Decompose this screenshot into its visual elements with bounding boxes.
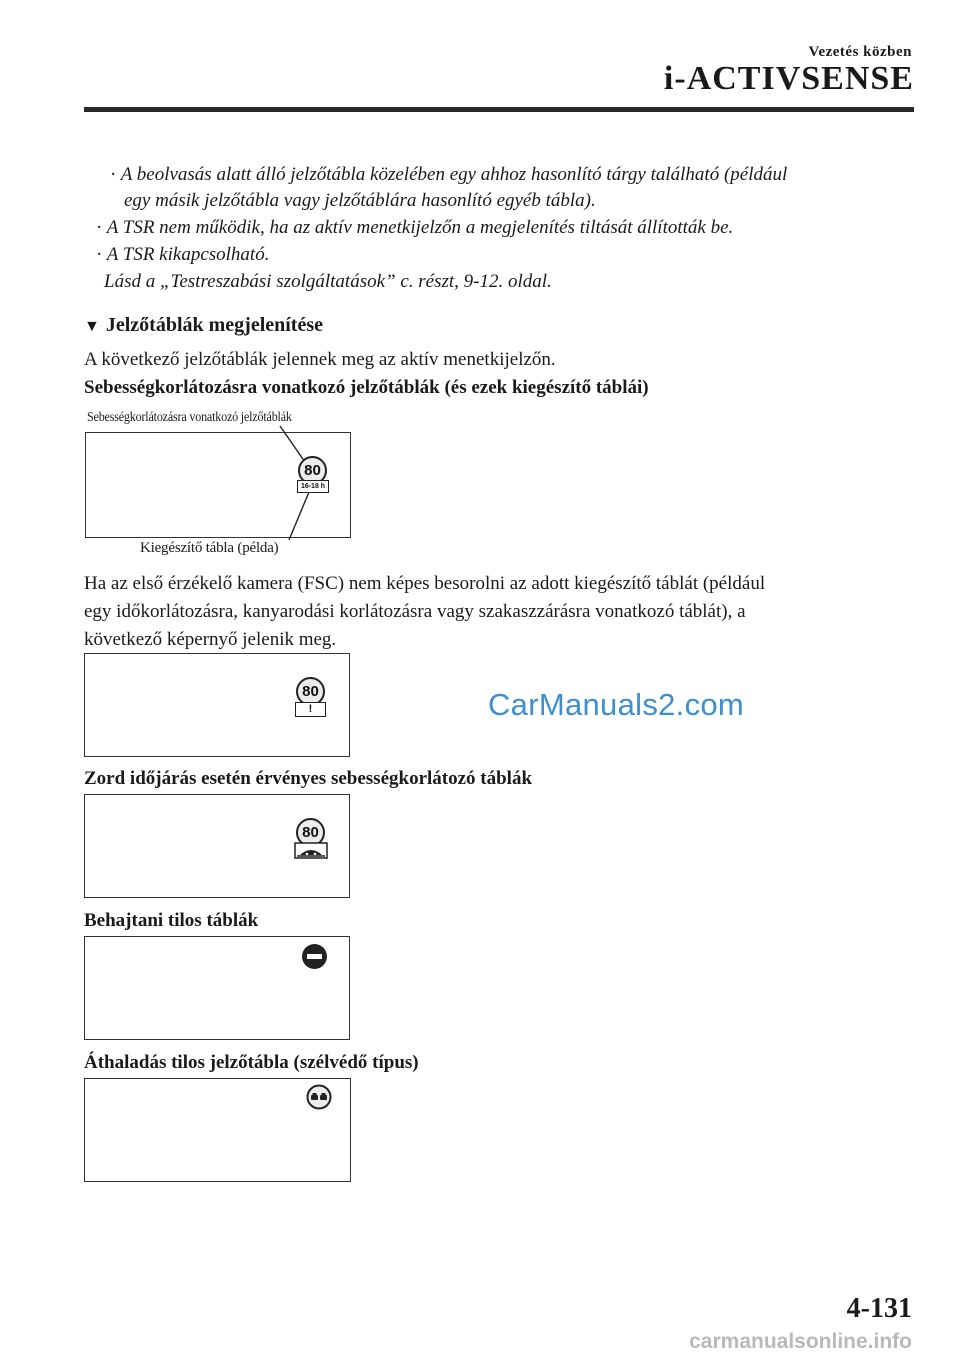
bullet-1-continuation: egy másik jelzőtábla vagy jelzőtáblára hasonlító egyéb tábla).	[124, 190, 596, 211]
supplementary-plate-time-icon: 16-18 h	[297, 480, 329, 493]
triangle-marker-icon: ▼	[84, 318, 100, 335]
bullet-dot: ·	[110, 164, 117, 185]
fsc-paragraph-line-3: következő képernyő jelenik meg.	[84, 629, 337, 650]
no-overtaking-sign-icon	[306, 1084, 332, 1110]
weather-plate-icon	[294, 842, 328, 859]
chapter-title: i-ACTIVSENSE	[663, 60, 914, 97]
subheading-speed-limit: Sebességkorlátozásra vonatkozó jelzőtáblák (és ezek kiegészítő táblái)	[84, 377, 649, 398]
watermark-logo: CarManuals2.com	[488, 687, 745, 722]
fsc-paragraph-line-1: Ha az első érzékelő kamera (FSC) nem képes besorolni az adott kiegészítő táblát (például	[84, 573, 766, 594]
no-entry-sign-icon	[302, 944, 327, 969]
fsc-paragraph-line-2: egy időkorlátozásra, kanyarodási korlátozásra vagy szakaszzárásra vonatkozó táblát), a	[84, 601, 746, 622]
callout-supplementary-plate: Kiegészítő tábla (példa)	[140, 540, 279, 556]
unknown-plate-exclamation-icon: !	[295, 702, 326, 717]
speed-limit-sign-icon: 80	[296, 818, 325, 847]
subheading-weather: Zord időjárás esetén érvényes sebességkorlátozó táblák	[84, 768, 533, 789]
speed-limit-sign-icon: 80	[298, 456, 327, 485]
speed-limit-sign-icon: 80	[296, 677, 325, 706]
bullet-dot: ·	[96, 217, 103, 238]
bullet-text: A beolvasás alatt álló jelzőtábla közelében egy ahhoz hasonlító tárgy található (például	[120, 164, 788, 185]
bullet-text: A TSR kikapcsolható.	[106, 244, 270, 265]
section-heading-text: Jelzőtáblák megjelenítése	[105, 314, 324, 336]
section-header: Vezetés közben	[808, 44, 912, 60]
cross-reference: Lásd a „Testreszabási szolgáltatások” c. részt, 9-12. oldal.	[104, 271, 552, 292]
callout-speed-limit-signs: Sebességkorlátozásra vonatkozó jelzőtáblák	[87, 410, 292, 425]
bullet-dot: ·	[96, 244, 103, 265]
intro-text: A következő jelzőtáblák jelennek meg az aktív menetkijelzőn.	[84, 349, 556, 370]
bullet-text: A TSR nem működik, ha az aktív menetkijelzőn a megjelenítés tiltását állították be.	[106, 217, 734, 238]
footer-url: carmanualsonline.info	[689, 1330, 912, 1353]
page-number: 4-131	[846, 1293, 912, 1324]
subheading-no-entry: Behajtani tilos táblák	[84, 910, 259, 931]
subheading-no-overtaking: Áthaladás tilos jelzőtábla (szélvédő típus)	[84, 1052, 419, 1073]
leader-line-bottom	[289, 492, 309, 540]
leader-line-top	[280, 426, 305, 462]
